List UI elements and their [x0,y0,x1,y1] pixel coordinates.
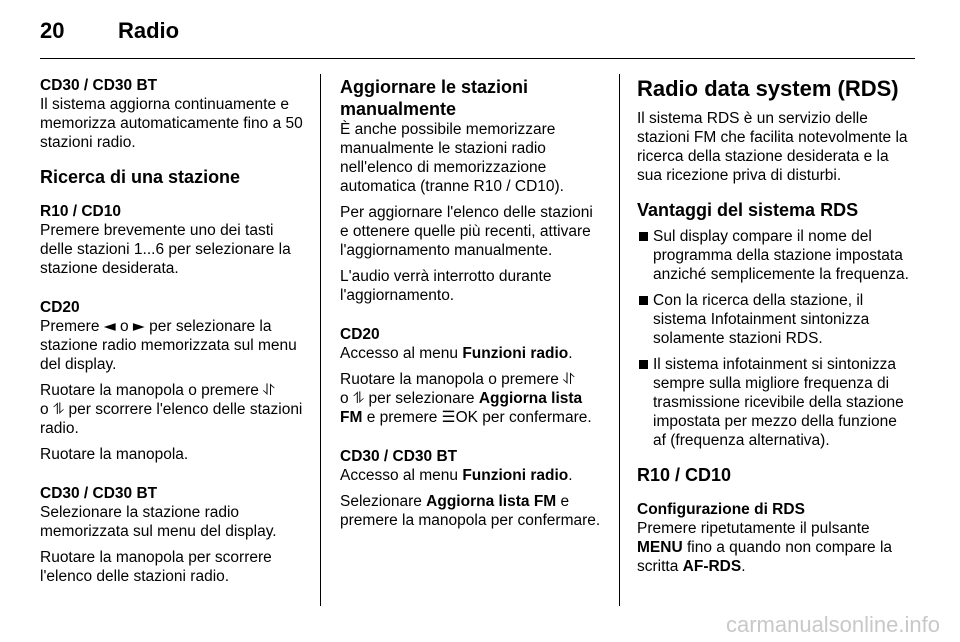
paragraph: Ruotare la manopola o premere ⥯ o ⥮ per selezionare Aggiorna lista FM e premere ☰OK per confermare. [340,370,592,426]
paragraph: È anche possibile memorizzare manualmente le stazioni radio nell'elenco di memorizzazione automatica (tranne R10 / CD10). [340,121,564,195]
arrow-left-icon: ◄ [103,317,116,335]
paragraph: Ruotare la manopola. [40,446,189,463]
paragraph: Accesso al menu Funzioni radio. [340,467,573,484]
subheading-config-rds: Configurazione di RDS [637,501,805,518]
paragraph: Selezionare Aggiorna lista FM e premere la manopola per confermare. [340,493,601,529]
subheading-cd30: CD30 / CD30 BT [340,448,458,465]
section-heading-ricerca: Ricerca di una stazione [40,167,241,187]
column-2 [340,76,602,530]
paragraph: Selezionare la stazione radio memorizzata sul menu del display. [40,504,277,540]
subheading-cd20: CD20 [40,299,80,316]
paragraph: L'audio verrà interrotto durante l'aggiornamento. [340,268,552,304]
list-item: Con la ricerca della stazione, il sistema Infotainment sintonizza solamente stazioni RDS. [637,291,912,348]
menu-name-funzioni-radio: Funzioni radio [462,345,569,362]
watermark: carmanualsonline.info [725,612,940,637]
column-divider-1 [320,74,321,606]
menu-name-funzioni-radio: Funzioni radio [462,467,569,484]
menu-item-aggiorna-lista: Aggiorna lista FM [340,390,583,426]
ok-button-icon: ☰ [441,408,456,426]
column-divider-2 [619,74,620,606]
paragraph: Premere ripetutamente il pulsante MENU fino a quando non compare la scritta AF-RDS. [637,520,893,575]
section-heading-r10: R10 / CD10 [637,465,732,485]
paragraph: Premere ◄ o ► per selezionare la stazione radio memorizzata sul menu del display. [40,317,297,373]
paragraph: Il sistema aggiorna continuamente e memorizza automaticamente fino a 50 stazioni radio. [40,96,303,151]
subheading-cd30b: CD30 / CD30 BT [40,485,158,502]
paragraph: Per aggiornare l'elenco delle stazioni e ottenere quelle più recenti, attivare l'aggiornamento manualmente. [340,204,593,259]
arrow-right-icon: ► [132,317,145,335]
scroll-down-icon: ⥯ [263,381,275,399]
section-heading-vantaggi: Vantaggi del sistema RDS [637,200,859,220]
subheading-r10: R10 / CD10 [40,203,121,220]
section-heading-rds: Radio data system (RDS) [637,76,899,101]
paragraph: Ruotare la manopola per scorrere l'elenco delle stazioni radio. [40,549,272,585]
paragraph: Il sistema RDS è un servizio delle stazioni FM che facilita notevolmente la ricerca della stazione desiderata e la sua ricezione priva di disturbi. [637,110,908,184]
column-1 [40,76,308,586]
paragraph: Accesso al menu Funzioni radio. [340,345,573,362]
list-item: Il sistema infotainment si sintonizza sempre sulla migliore frequenza di trasmissione ricevibile della stazione impostata per mezzo della funzione af (frequenza alternativa). [637,355,912,450]
paragraph: Premere brevemente uno dei tasti delle stazioni 1...6 per selezionare la stazione desiderata. [40,222,291,277]
page-number: 20 [40,18,65,43]
menu-item-aggiorna-lista: Aggiorna lista FM [426,493,557,510]
page-title: Radio [118,18,180,43]
scroll-up-icon: ⥮ [52,400,65,418]
column-3 [637,76,912,576]
subheading-cd20: CD20 [340,326,380,343]
scroll-down-icon: ⥯ [563,370,575,388]
section-heading-aggiornare: Aggiornare le stazioni manualmente [340,77,529,119]
button-name-menu: MENU [637,539,683,556]
subheading-cd30: CD30 / CD30 BT [40,77,158,94]
list-item: Sul display compare il nome del programma della stazione impostata anziché semplicemente la frequenza. [637,227,912,284]
scroll-up-icon: ⥮ [352,389,365,407]
paragraph: Ruotare la manopola o premere ⥯ o ⥮ per scorrere l'elenco delle stazioni radio. [40,381,303,437]
display-text-af-rds: AF-RDS [682,558,742,575]
bullet-list [637,227,912,450]
header-rule [40,58,915,59]
